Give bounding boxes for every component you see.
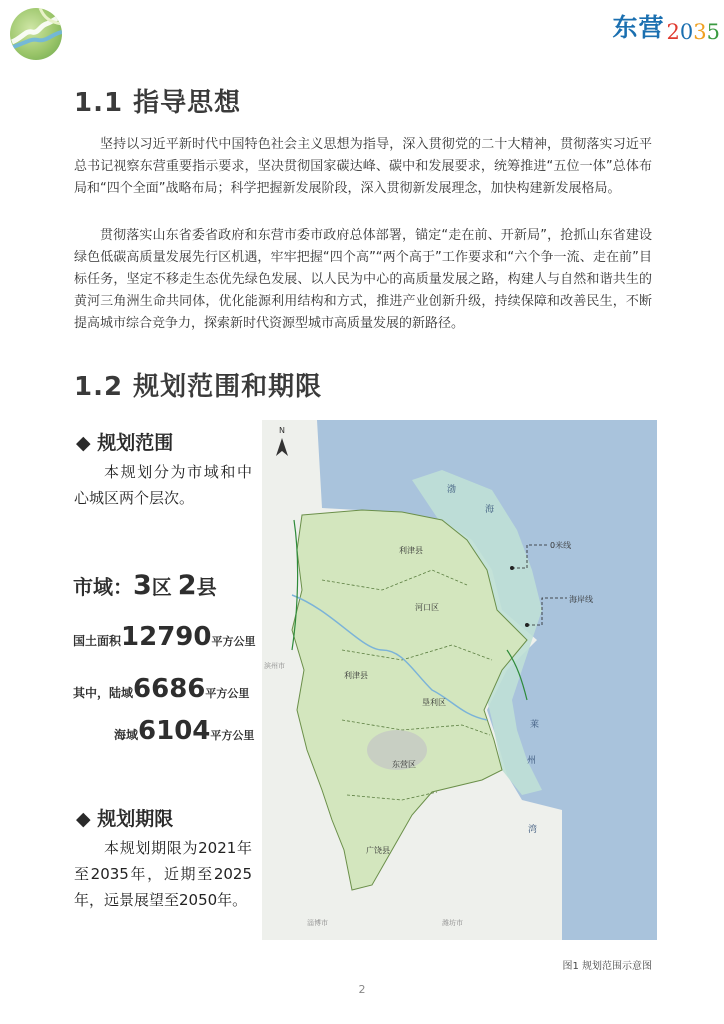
sea-label: 州 <box>527 756 537 766</box>
brand-year-digit: 5 <box>706 20 720 44</box>
edge-label: 淄博市 <box>307 919 328 927</box>
sea-label: 莱 <box>530 720 540 730</box>
sea-label: 海 <box>485 505 495 515</box>
city-area-summary <box>73 570 217 601</box>
sea-label: 湾 <box>528 825 538 835</box>
district-label: 垦利区 <box>422 698 446 707</box>
edge-label: 滨州市 <box>264 662 285 670</box>
district-label: 东营区 <box>392 760 416 769</box>
sea-label: 渤 <box>447 485 457 495</box>
brand-year <box>667 20 721 44</box>
onshore-area-label: 其中，陆域 <box>73 686 134 700</box>
county-count: 2 <box>177 570 197 601</box>
district-label: 河口区 <box>415 603 439 612</box>
county-unit: 县 <box>196 575 217 599</box>
district-label: 广饶县 <box>366 846 390 855</box>
onshore-area-unit: 平方公里 <box>205 687 250 700</box>
section-title-scope-period: 1.2 规划范围和期限 <box>74 372 323 402</box>
planning-scope-map <box>262 420 657 940</box>
scope-heading: ◆ 规划范围 <box>76 432 174 454</box>
sea-area-label: 海域 <box>114 728 139 742</box>
district-count: 3 <box>133 570 152 601</box>
sea-area-unit: 平方公里 <box>210 729 255 742</box>
section-title-guiding: 1.1 指导思想 <box>74 88 242 118</box>
land-area-unit: 平方公里 <box>211 635 256 648</box>
map-caption: 图1 规划范围示意图 <box>562 961 652 972</box>
callout-dot <box>510 566 514 570</box>
district-unit: 区 <box>151 575 172 599</box>
sea-area-value: 6104 <box>138 716 211 746</box>
callout-coastline-label: 海岸线 <box>569 595 593 604</box>
brand-year-digit: 3 <box>693 20 707 44</box>
period-heading: ◆ 规划期限 <box>76 808 174 830</box>
edge-label: 潍坊市 <box>442 919 463 927</box>
paragraph-guiding-2: 贯彻落实山东省委省政府和东营市委市政府总体部署，锚定“走在前、开新局”，抢抓山东省建设绿色低碳高质量发展先行区机遇，牢牢把握“四个高”“两个高于”工作要求和“六个争一流、走在前”目标任务，坚定不移走生态优先绿色发展、以人民为中心的高质量发展之路，构建人与自然和谐共生的黄河三角洲生命共同体，优化能源利用结构和方式，推进产业创新升级，持续保障和改善民生，不断提高城市综合竞争力，探索新时代资源型城市高质量发展的新路径。 <box>74 228 652 331</box>
land-area-label: 国土面积 <box>73 634 122 648</box>
brand-year-digit: 0 <box>679 20 694 44</box>
city-logo <box>10 8 62 60</box>
onshore-area-row <box>73 674 249 704</box>
callout-dot <box>525 623 529 627</box>
sea-area-row <box>114 716 254 746</box>
brand-name: 东营 <box>612 13 665 42</box>
city-area-label: 市域： <box>73 575 133 599</box>
page-number: 2 <box>358 983 366 996</box>
district-label: 利津县 <box>344 671 368 680</box>
callout-zero-m-label: 0米线 <box>550 541 572 550</box>
land-area-value: 12790 <box>121 622 212 652</box>
district-label: 利津县 <box>399 546 423 555</box>
land-area-row <box>73 622 255 652</box>
onshore-area-value: 6686 <box>133 674 206 704</box>
brand-mark <box>612 14 720 44</box>
scope-text: 本规划分为市域和中心城区两个层次。 <box>74 463 252 507</box>
north-label: N <box>279 426 285 435</box>
paragraph-guiding-1: 坚持以习近平新时代中国特色社会主义思想为指导，深入贯彻党的二十大精神，贯彻落实习近平总书记视察东营重要指示要求，坚决贯彻国家碳达峰、碳中和发展要求，统筹推进“五位一体”总体布局和“四个全面”战略布局；科学把握新发展阶段，深入贯彻新发展理念，加快构建新发展格局。 <box>74 137 652 196</box>
period-text: 本规划期限为2021年至2035年，近期至2025年，远景展望至2050年。 <box>74 839 252 909</box>
brand-year-digit: 2 <box>666 20 680 44</box>
